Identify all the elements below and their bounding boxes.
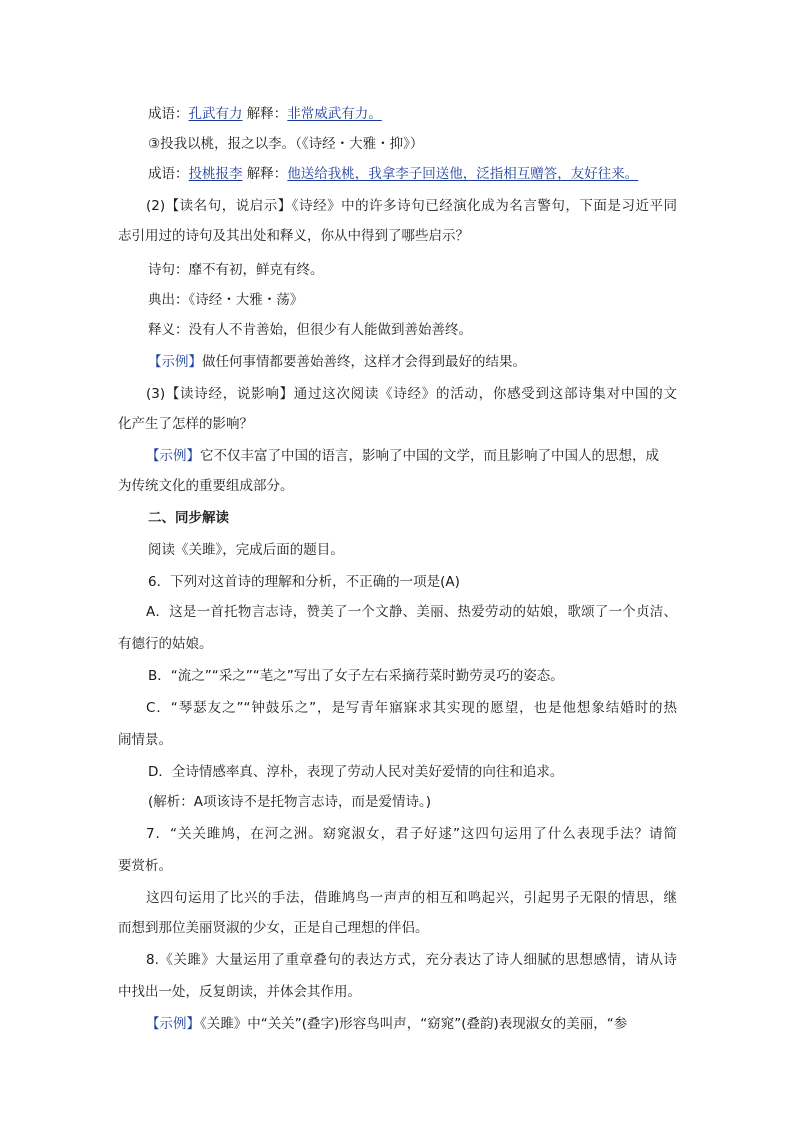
explanation-link[interactable]: 非常威武有力。	[287, 106, 382, 122]
question-8-line-2: 中找出一处，反复朗读，并体会其作用。	[118, 984, 361, 1000]
example-tag: 【示例】	[146, 448, 200, 464]
example-line-1	[148, 352, 526, 372]
example-text: 做任何事情都要善始善终，这样才会得到最好的结果。	[202, 354, 526, 370]
example-line-2	[146, 446, 677, 466]
question-6: 6．下列对这首诗的理解和分析，不正确的一项是(A)	[148, 574, 460, 590]
analysis-note: (解析：A项该诗不是托物言志诗，而是爱情诗。)	[148, 794, 432, 810]
reading-instruction: 阅读《关雎》，完成后面的题目。	[148, 542, 344, 558]
option-d: D．全诗情感率真、淳朴，表现了劳动人民对美好爱情的向往和追求。	[148, 764, 564, 780]
quote-line-3: ③投我以桃，报之以李。（《诗经・大雅・抑》）	[148, 136, 424, 152]
idiom-link[interactable]: 孔武有力	[188, 106, 243, 122]
section-heading: 二、同步解读	[148, 510, 229, 526]
idiom-link[interactable]: 投桃报李	[188, 166, 243, 182]
example-tag: 【示例】	[146, 1016, 200, 1032]
question-3-line-1: (3)【读诗经，说影响】通过这次阅读《诗经》的活动，你感受到这部诗集对中国的文	[146, 386, 677, 402]
question-8-line-1: 8.《关雎》大量运用了重章叠句的表达方式，充分表达了诗人细腻的思想感情，请从诗	[146, 952, 677, 968]
question-2-line-2: 志引用过的诗句及其出处和释义，你从中得到了哪些启示？	[118, 228, 469, 244]
explanation-link[interactable]: 他送给我桃，我拿李子回送他，泛指相互赠答，友好往来。	[287, 166, 639, 182]
option-a-line-1: A．这是一首托物言志诗，赞美了一个文静、美丽、热爱劳动的姑娘，歌颂了一个贞洁、	[146, 604, 677, 620]
meaning-line: 释义：没有人不肯善始，但很少有人能做到善始善终。	[148, 322, 472, 338]
idiom-line-2	[148, 164, 638, 184]
question-3-line-2: 化产生了怎样的影响？	[118, 416, 253, 432]
example-text: 《关雎》中“关关”(叠字)形容鸟叫声，“窈窕”(叠韵)表现淑女的美丽，“参	[200, 1016, 628, 1032]
option-a-line-2: 有德行的姑娘。	[118, 636, 213, 652]
answer-7-line-2: 而想到那位美丽贤淑的少女，正是自己理想的伴侣。	[118, 920, 429, 936]
answer-7-line-1: 这四句运用了比兴的手法，借雎鸠鸟一声声的相互和鸣起兴，引起男子无限的情思，继	[146, 890, 677, 906]
question-7-line-1: 7．“关关雎鸠，在河之洲。窈窕淑女，君子好逑”这四句运用了什么表现手法？请简	[146, 826, 677, 842]
option-c-line-1: C．“琴瑟友之”“钟鼓乐之”，是写青年寤寐求其实现的愿望，也是他想象结婚时的热	[146, 700, 677, 716]
explanation-label: 解释：	[242, 106, 288, 122]
example-line-3	[146, 1014, 677, 1034]
source-line: 典出：《诗经・大雅・荡》	[148, 292, 304, 308]
option-c-line-2: 闹情景。	[118, 732, 172, 748]
example-line-2-cont: 为传统文化的重要组成部分。	[118, 478, 294, 494]
poem-line: 诗句：靡不有初，鲜克有终。	[148, 262, 324, 278]
idiom-label: 成语：	[148, 166, 189, 182]
explanation-label: 解释：	[242, 166, 288, 182]
question-2-line-1: (2)【读名句，说启示】《诗经》中的许多诗句已经演化成为名言警句，下面是习近平同	[146, 198, 677, 214]
option-b: B．“流之”“采之”“芼之”写出了女子左右采摘荇菜时勤劳灵巧的姿态。	[148, 668, 564, 684]
example-text: 它不仅丰富了中国的语言，影响了中国的文学，而且影响了中国人的思想，成	[200, 448, 659, 464]
idiom-label: 成语：	[148, 106, 189, 122]
example-tag: 【示例】	[148, 354, 202, 370]
question-7-line-2: 要赏析。	[118, 858, 172, 874]
idiom-line-1	[148, 104, 382, 124]
